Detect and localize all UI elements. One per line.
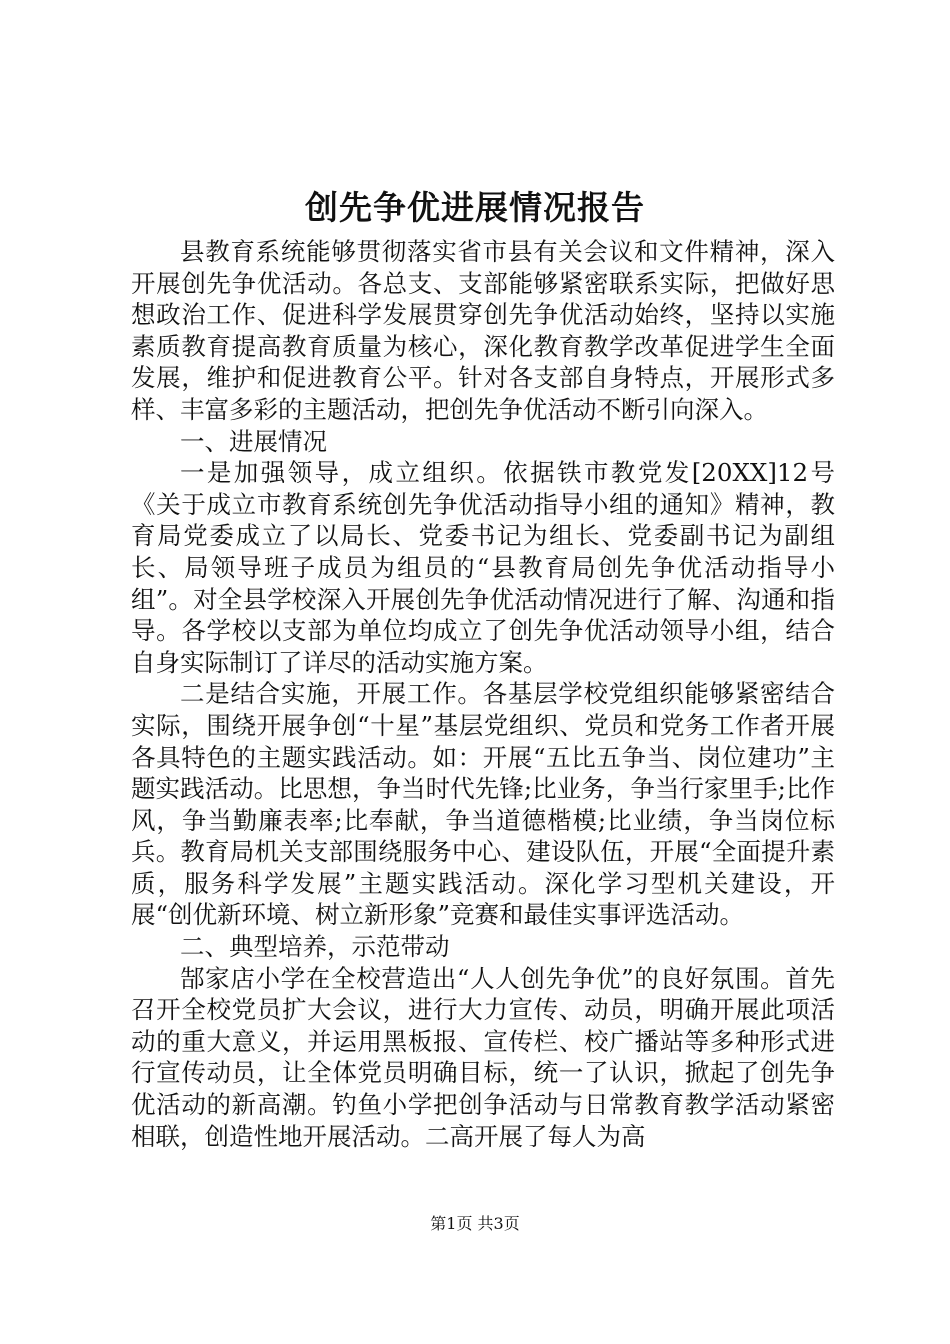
paragraph-implementation: 二是结合实施，开展工作。各基层学校党组织能够紧密结合实际，围绕开展争创“十星”基层党组织、党员和党务工作者开展各具特色的主题实践活动。如：开展“五比五争当、岗位建功”主题实践活动。比思想，争当时代先锋;比业务，争当行家里手;比作风，争当勤廉表率;比奉献，争当道德楷模;比业绩，争当岗位标兵。教育局机关支部围绕服务中心、建设队伍，开展“全面提升素质，服务科学发展”主题实践活动。深化学习型机关建设，开展“创优新环境、树立新形象”竞赛和最佳实事评选活动。 <box>131 679 835 930</box>
section-heading-models: 二、典型培养，示范带动 <box>180 932 450 962</box>
page-number-footer: 第1页 共3页 <box>430 1214 520 1233</box>
section-heading-progress: 一、进展情况 <box>180 426 327 456</box>
document-body <box>131 236 835 1152</box>
paragraph-intro: 县教育系统能够贯彻落实省市县有关会议和文件精神，深入开展创先争优活动。各总支、支部能够紧密联系实际，把做好思想政治工作、促进科学发展贯穿创先争优活动始终，坚持以实施素质教育提高教育质量为核心，深化教育教学改革促进学生全面发展，维护和促进教育公平。针对各支部自身特点，开展形式多样、丰富多彩的主题活动，把创先争优活动不断引向深入。 <box>131 237 835 424</box>
paragraph-schools: 郜家店小学在全校营造出“人人创先争优”的良好氛围。首先召开全校党员扩大会议，进行大力宣传、动员，明确开展此项活动的重大意义，并运用黑板报、宣传栏、校广播站等多种形式进行宣传动员，让全体党员明确目标，统一了认识，掀起了创先争优活动的新高潮。钓鱼小学把创争活动与日常教育教学活动紧密相联，创造性地开展活动。二高开展了每人为高 <box>131 963 835 1151</box>
paragraph-leadership: 一是加强领导，成立组织。依据铁市教党发[20XX]12号《关于成立市教育系统创先争优活动指导小组的通知》精神，教育局党委成立了以局长、党委书记为组长、党委副书记为副组长、局领导班子成员为组员的“县教育局创先争优活动指导小组”。对全县学校深入开展创先争优活动情况进行了解、沟通和指导。各学校以支部为单位均成立了创先争优活动领导小组，结合自身实际制订了详尽的活动实施方案。 <box>131 458 835 677</box>
document-title: 创先争优进展情况报告 <box>305 188 645 227</box>
